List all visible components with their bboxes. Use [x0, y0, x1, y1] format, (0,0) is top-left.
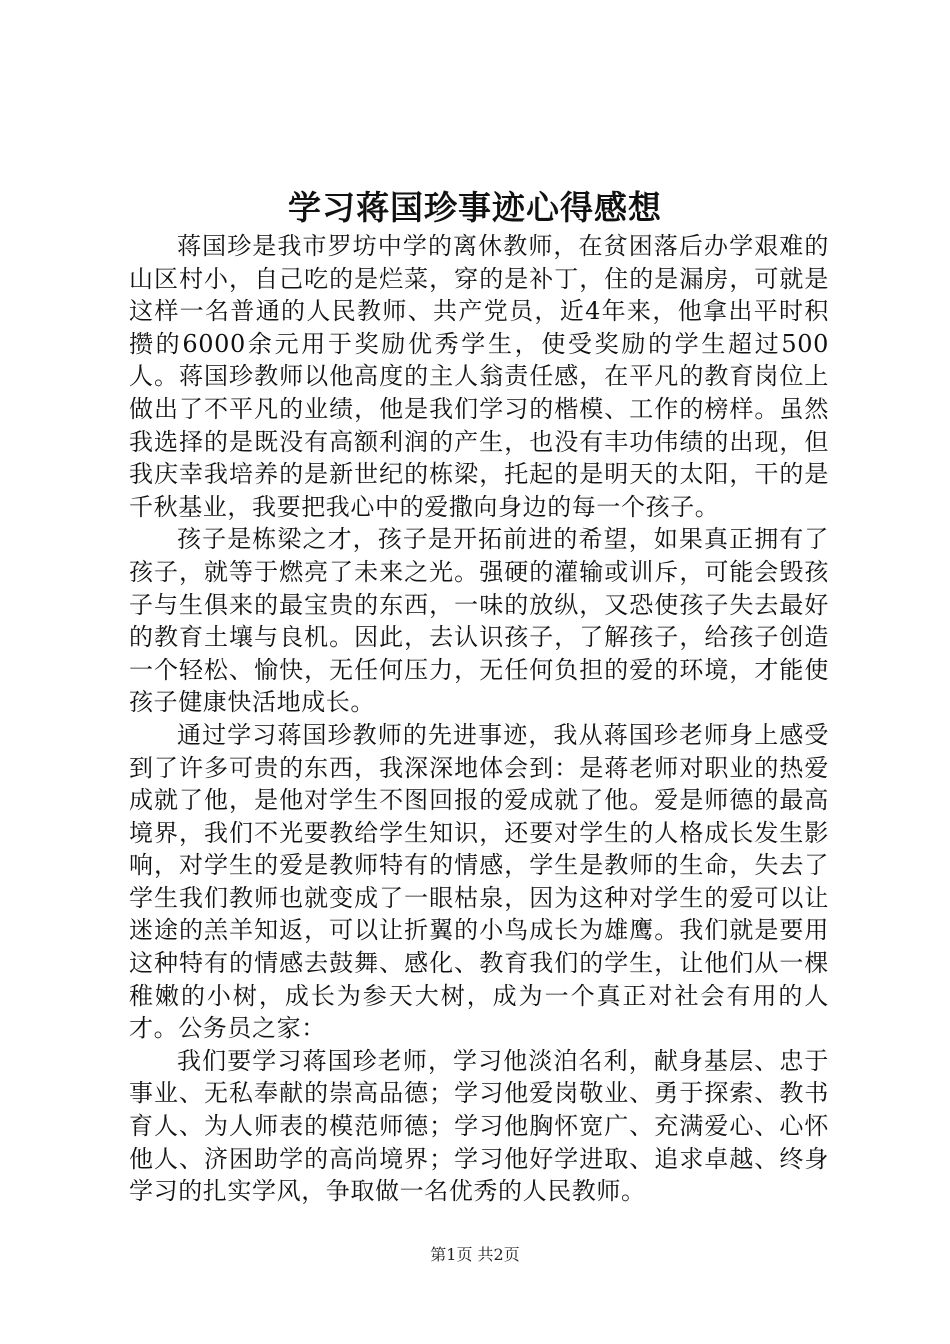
paragraph-2: 孩子是栋梁之才，孩子是开拓前进的希望，如果真正拥有了孩子，就等于燃亮了未来之光。强硬的灌输或训斥，可能会毁孩子与生俱来的最宝贵的东西，一味的放纵，又恐使孩子失去最好的教育土壤与良机。因此，去认识孩子，了解孩子，给孩子创造一个轻松、愉快，无任何压力，无任何负担的爱的环境，才能使孩子健康快活地成长。 — [129, 525, 829, 717]
document-title: 学习蒋国珍事迹心得感想 — [288, 188, 662, 227]
page-number-footer: 第1页 共2页 — [430, 1245, 520, 1264]
document-body — [129, 230, 829, 1208]
paragraph-1: 蒋国珍是我市罗坊中学的离休教师，在贫困落后办学艰难的山区村小，自己吃的是烂菜，穿的是补丁，住的是漏房，可就是这样一名普通的人民教师、共产党员，近4年来，他拿出平时积攒的6000余元用于奖励优秀学生，使受奖励的学生超过500人。蒋国珍教师以他高度的主人翁责任感，在平凡的教育岗位上做出了不平凡的业绩，他是我们学习的楷模、工作的榜样。虽然我选择的是既没有高额利润的产生，也没有丰功伟绩的出现，但我庆幸我培养的是新世纪的栋梁，托起的是明天的太阳，干的是千秋基业，我要把我心中的爱撒向身边的每一个孩子。 — [129, 232, 829, 521]
paragraph-3: 通过学习蒋国珍教师的先进事迹，我从蒋国珍老师身上感受到了许多可贵的东西，我深深地体会到：是蒋老师对职业的热爱成就了他，是他对学生不图回报的爱成就了他。爱是师德的最高境界，我们不光要教给学生知识，还要对学生的人格成长发生影响，对学生的爱是教师特有的情感，学生是教师的生命，失去了学生我们教师也就变成了一眼枯泉，因为这种对学生的爱可以让迷途的羔羊知返，可以让折翼的小鸟成长为雄鹰。我们就是要用这种特有的情感去鼓舞、感化、教育我们的学生，让他们从一棵稚嫩的小树，成长为参天大树，成为一个真正对社会有用的人才。公务员之家： — [129, 720, 829, 1043]
paragraph-4: 我们要学习蒋国珍老师，学习他淡泊名利，献身基层、忠于事业、无私奉献的崇高品德；学习他爱岗敬业、勇于探索、教书育人、为人师表的模范师德；学习他胸怀宽广、充满爱心、心怀他人、济困助学的高尚境界；学习他好学进取、追求卓越、终身学习的扎实学风，争取做一名优秀的人民教师。 — [129, 1046, 829, 1206]
